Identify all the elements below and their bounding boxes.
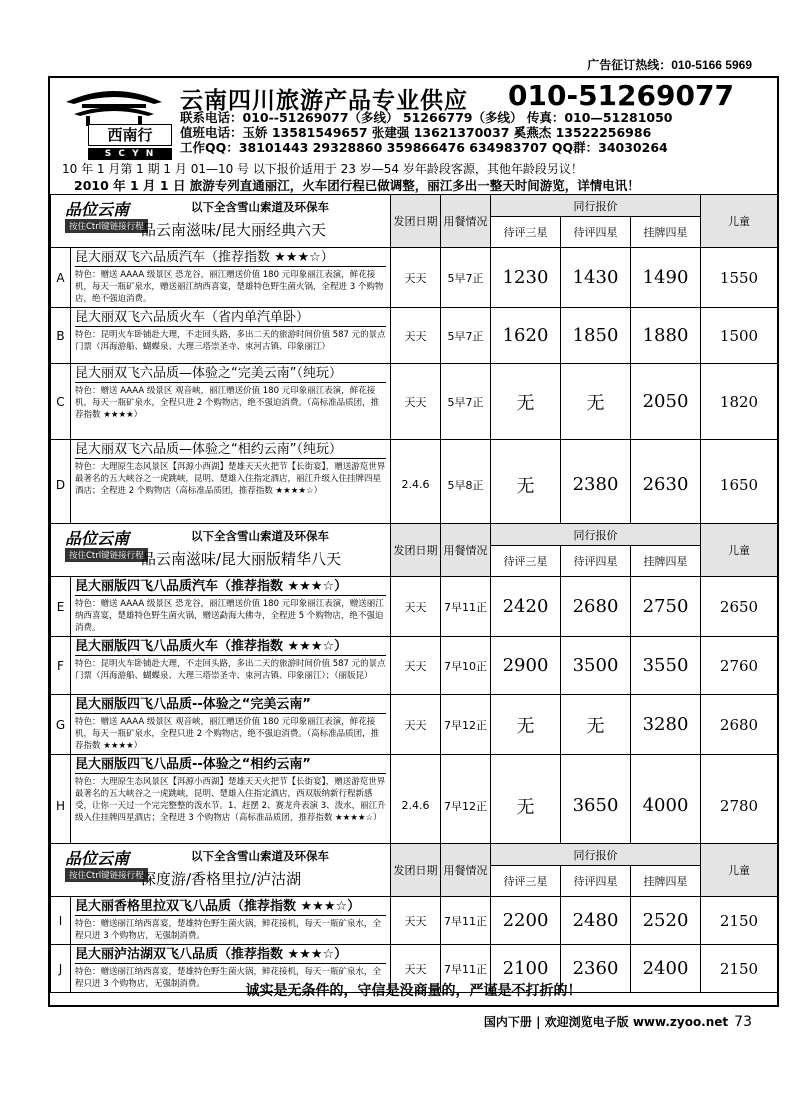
route-note: 特色：昆明火车卧铺赴大理，不走回头路，多出二天的旅游时间价值 587 元的景点门票（洱海游船、蝴蝶泉、大理三塔崇圣寺、束河古镇、印象丽江） bbox=[75, 330, 386, 352]
depart-days: 天天 bbox=[391, 695, 441, 755]
price-star3: 2420 bbox=[491, 577, 561, 637]
route-description bbox=[71, 695, 391, 755]
price-child: 2150 bbox=[701, 897, 778, 945]
star4-header: 待评四星 bbox=[561, 866, 631, 897]
logo-name: 西南行 bbox=[88, 124, 172, 146]
route-description bbox=[71, 364, 391, 440]
table-row bbox=[51, 308, 778, 364]
table-row bbox=[51, 637, 778, 695]
route-table-six-day bbox=[50, 194, 778, 530]
price-child: 2760 bbox=[701, 637, 778, 695]
price-star3: 无 bbox=[491, 755, 561, 857]
price-star4: 2380 bbox=[561, 440, 631, 530]
route-letter: F bbox=[51, 637, 71, 695]
section-brand bbox=[51, 195, 391, 248]
route-letter: C bbox=[51, 364, 71, 440]
price-child: 2650 bbox=[701, 577, 778, 637]
depart-header: 发团日期 bbox=[391, 195, 441, 248]
star4-header: 待评四星 bbox=[561, 546, 631, 577]
route-description bbox=[71, 755, 391, 857]
route-table-eight-day bbox=[50, 523, 778, 857]
brand-name: 品位云南 bbox=[65, 200, 130, 219]
route-note: 特色：赠送 AAAA 级景区 恐龙谷，丽江赠送价值 180 元印象丽江表演，赠送丽江纳西喜宴，楚雄特色野生菌火锅，赠送勐海大佛寺，全程进 5 个购物店，绝不强迫消费。 bbox=[75, 599, 384, 633]
route-note: 特色：赠送 AAAA 级景区 观音峡，丽江赠送价值 180 元印象丽江表演，鲜花接机，每天一瓶矿泉水，全程只进 2 个购物店，绝不强迫消费。（高标准品质团，推荐指数 ★★★★） bbox=[75, 386, 380, 420]
ad-hotline: 广告征订热线：010-5166 5969 bbox=[587, 58, 752, 72]
price-star4: 2360 bbox=[561, 945, 631, 993]
meal-info: 7早10正 bbox=[441, 637, 491, 695]
route-description bbox=[71, 248, 391, 308]
company-logo bbox=[64, 84, 164, 159]
route-note: 特色：大理原生态风景区【洱源小西湖】楚雄天天火把节【长街宴】，赠送游览世界最著名的五大峡谷之一虎跳峡，昆明、楚雄入住指定酒店，丽江升级入住挂牌四星酒店；全程进 2 个购物店（高标准品质团，推荐指数 ★★★★☆） bbox=[75, 462, 386, 496]
table-row bbox=[51, 755, 778, 857]
star4-header: 待评四星 bbox=[561, 217, 631, 248]
depart-days: 天天 bbox=[391, 248, 441, 308]
depart-days: 天天 bbox=[391, 897, 441, 945]
route-group-title: 品云南滋味/昆大丽版精华八天 bbox=[141, 550, 342, 568]
price-star3: 1230 bbox=[491, 248, 561, 308]
main-phone: 010-51269077 bbox=[508, 79, 734, 112]
route-title[interactable]: 昆大丽双飞六品质火车（省内单汽单卧） bbox=[75, 310, 386, 327]
route-table-deep-tour bbox=[50, 843, 778, 993]
meal-info: 7早12正 bbox=[441, 695, 491, 755]
price-star4: 2480 bbox=[561, 897, 631, 945]
meal-info: 5早7正 bbox=[441, 308, 491, 364]
route-letter: A bbox=[51, 248, 71, 308]
hang4-header: 挂牌四星 bbox=[631, 546, 701, 577]
meal-header: 用餐情况 bbox=[441, 524, 491, 577]
ctrl-link-hint[interactable]: 按住Ctrl键链接行程 bbox=[65, 219, 148, 233]
price-hang4: 1880 bbox=[631, 308, 701, 364]
price-hang4: 2630 bbox=[631, 440, 701, 530]
slogan: 诚实是无条件的，守信是没商量的，严谨是不打折的！ bbox=[245, 983, 582, 999]
route-letter: B bbox=[51, 308, 71, 364]
table-row bbox=[51, 695, 778, 755]
child-header: 儿童 bbox=[701, 524, 778, 577]
ctrl-link-hint[interactable]: 按住Ctrl键链接行程 bbox=[65, 868, 148, 882]
table-row bbox=[51, 577, 778, 637]
route-group-title: 品云南滋味/昆大丽经典六天 bbox=[141, 221, 327, 239]
depart-days: 2.4.6 bbox=[391, 440, 441, 530]
price-child: 1500 bbox=[701, 308, 778, 364]
meal-header: 用餐情况 bbox=[441, 844, 491, 897]
route-description bbox=[71, 308, 391, 364]
meal-info: 7早11正 bbox=[441, 945, 491, 993]
page-header bbox=[50, 78, 777, 178]
route-description bbox=[71, 440, 391, 530]
price-star4: 3500 bbox=[561, 637, 631, 695]
price-hang4: 3550 bbox=[631, 637, 701, 695]
route-description bbox=[71, 577, 391, 637]
price-star4: 无 bbox=[561, 695, 631, 755]
meal-info: 5早8正 bbox=[441, 440, 491, 530]
price-star4: 3650 bbox=[561, 755, 631, 857]
price-hang4: 2050 bbox=[631, 364, 701, 440]
route-letter: H bbox=[51, 755, 71, 857]
table-row bbox=[51, 364, 778, 440]
route-letter: D bbox=[51, 440, 71, 530]
route-letter: E bbox=[51, 577, 71, 637]
depart-days: 天天 bbox=[391, 308, 441, 364]
peer-price-header: 同行报价 bbox=[491, 844, 701, 866]
meal-info: 7早12正 bbox=[441, 755, 491, 857]
star3-header: 待评三星 bbox=[491, 866, 561, 897]
table-row bbox=[51, 897, 778, 945]
price-hang4: 2400 bbox=[631, 945, 701, 993]
page-number: 73 bbox=[734, 1014, 752, 1030]
price-hang4: 3280 bbox=[631, 695, 701, 755]
route-title[interactable]: 昆大丽香格里拉双飞八品质（推荐指数 ★★★☆） bbox=[75, 899, 386, 916]
company-title: 云南四川旅游产品专业供应 bbox=[180, 87, 468, 114]
section-subtitle: 以下全含雪山索道及环保车 bbox=[191, 529, 329, 543]
peer-price-header: 同行报价 bbox=[491, 195, 701, 217]
price-hang4: 4000 bbox=[631, 755, 701, 857]
price-hang4: 2520 bbox=[631, 897, 701, 945]
meal-info: 5早7正 bbox=[441, 364, 491, 440]
table-row bbox=[51, 248, 778, 308]
child-header: 儿童 bbox=[701, 844, 778, 897]
hang4-header: 挂牌四星 bbox=[631, 217, 701, 248]
qq-line: 工作QQ：38101443 29328860 359866476 634983707 QQ群：34030264 bbox=[180, 140, 668, 155]
price-star3: 无 bbox=[491, 440, 561, 530]
depart-days: 天天 bbox=[391, 945, 441, 993]
depart-header: 发团日期 bbox=[391, 844, 441, 897]
star3-header: 待评三星 bbox=[491, 546, 561, 577]
price-child: 1550 bbox=[701, 248, 778, 308]
price-child: 2780 bbox=[701, 755, 778, 857]
brand-name: 品位云南 bbox=[65, 849, 130, 868]
route-title[interactable]: 昆大丽双飞六品质—体验之“完美云南”（纯玩） bbox=[75, 366, 386, 383]
brand-name: 品位云南 bbox=[65, 529, 130, 548]
price-star3: 1620 bbox=[491, 308, 561, 364]
duty-line: 值班电话：玉娇 13581549657 张建强 13621370037 奚燕杰 13522256986 bbox=[180, 125, 652, 140]
issue-notice: 10 年 1 月第 1 期 1 月 01—10 号 以下报价适用于 23 岁—54 岁年龄段客源，其他年龄段另议！ bbox=[62, 162, 583, 176]
route-title[interactable]: 昆大丽双飞六品质汽车（推荐指数 ★★★☆） bbox=[75, 250, 386, 267]
section-subtitle: 以下全含雪山索道及环保车 bbox=[191, 849, 329, 863]
depart-days: 天天 bbox=[391, 364, 441, 440]
meal-info: 5早7正 bbox=[441, 248, 491, 308]
price-child: 1650 bbox=[701, 440, 778, 530]
train-notice: 2010 年 1 月 1 日 旅游专列直通丽江，火车团行程已做调整，丽江多出一整天时间游览，详情电讯！ bbox=[74, 178, 640, 193]
route-title[interactable]: 昆大丽版四飞八品质--体验之“完美云南” bbox=[75, 697, 386, 714]
meal-info: 7早11正 bbox=[441, 897, 491, 945]
price-star3: 无 bbox=[491, 364, 561, 440]
price-star4: 2680 bbox=[561, 577, 631, 637]
footer-text: 国内下册 | 欢迎浏览电子版 www.zyoo.net bbox=[483, 1015, 729, 1029]
section-subtitle: 以下全含雪山索道及环保车 bbox=[191, 200, 329, 214]
price-child: 2150 bbox=[701, 945, 778, 993]
route-group-title: 深度游/香格里拉/泸沽湖 bbox=[141, 870, 302, 888]
price-child: 2680 bbox=[701, 695, 778, 755]
price-star3: 2900 bbox=[491, 637, 561, 695]
route-title[interactable]: 昆大丽双飞六品质—体验之“相约云南”（纯玩） bbox=[75, 442, 386, 459]
table-row bbox=[51, 440, 778, 530]
route-note: 特色：昆明火车卧铺赴大理，不走回头路，多出二天的旅游时间价值 587 元的景点门票（洱海游船、蝴蝶泉、大理三塔崇圣寺、束河古镇、印象丽江）；（丽版昆） bbox=[75, 659, 386, 681]
route-note: 特色：大理原生态风景区【洱源小西湖】楚雄天天火把节【长街宴】，赠送游览世界最著名的五大峡谷之一虎跳峡，昆明、楚雄入住指定酒店，西双版纳新行程新感受，让你一天过一个完完整整的泼水节。1、赶摆 2、赛龙舟表演 3、泼水，丽江升级入住挂牌四星酒店；全程进 3 个购物店（高标准品质团，推荐指数 ★★★★☆） bbox=[75, 777, 386, 823]
depart-header: 发团日期 bbox=[391, 524, 441, 577]
route-note: 特色：赠送 AAAA 级景区 观音峡，丽江赠送价值 180 元印象丽江表演，鲜花接机，每天一瓶矿泉水，全程只进 2 个购物店，绝不强迫消费。（高标准品质团，推荐指数 ★★★★） bbox=[75, 717, 380, 751]
route-description bbox=[71, 897, 391, 945]
child-header: 儿童 bbox=[701, 195, 778, 248]
route-note: 特色：赠送丽江纳西喜宴，楚雄特色野生菌火锅，鲜花接机，每天一瓶矿泉水，全程只进 3 个购物店，无强制消费。 bbox=[75, 967, 382, 989]
route-letter: J bbox=[51, 945, 71, 993]
price-star4: 无 bbox=[561, 364, 631, 440]
route-letter: G bbox=[51, 695, 71, 755]
route-letter: I bbox=[51, 897, 71, 945]
route-note: 特色：赠送丽江纳西喜宴，楚雄特色野生菌火锅，鲜花接机，每天一瓶矿泉水，全程只进 3 个购物店，无强制消费。 bbox=[75, 919, 382, 941]
route-description bbox=[71, 637, 391, 695]
price-star4: 1850 bbox=[561, 308, 631, 364]
depart-days: 2.4.6 bbox=[391, 755, 441, 857]
price-child: 1820 bbox=[701, 364, 778, 440]
depart-days: 天天 bbox=[391, 637, 441, 695]
page-footer bbox=[484, 1013, 752, 1030]
route-title[interactable]: 昆大丽版四飞八品质--体验之“相约云南” bbox=[75, 757, 386, 774]
route-title[interactable]: 昆大丽泸沽湖双飞八品质（推荐指数 ★★★☆） bbox=[75, 947, 386, 964]
section-brand bbox=[51, 844, 391, 897]
route-title[interactable]: 昆大丽版四飞八品质火车（推荐指数 ★★★☆） bbox=[75, 639, 386, 656]
star3-header: 待评三星 bbox=[491, 217, 561, 248]
price-hang4: 2750 bbox=[631, 577, 701, 637]
depart-days: 天天 bbox=[391, 577, 441, 637]
route-title[interactable]: 昆大丽版四飞八品质汽车（推荐指数 ★★★☆） bbox=[75, 579, 386, 596]
peer-price-header: 同行报价 bbox=[491, 524, 701, 546]
section-brand bbox=[51, 524, 391, 577]
price-star3: 2100 bbox=[491, 945, 561, 993]
contact-line: 联系电话：010--51269077（多线） 51266779（多线） 传真：010—51281050 bbox=[180, 110, 673, 125]
hang4-header: 挂牌四星 bbox=[631, 866, 701, 897]
price-star3: 无 bbox=[491, 695, 561, 755]
meal-header: 用餐情况 bbox=[441, 195, 491, 248]
price-star4: 1430 bbox=[561, 248, 631, 308]
meal-info: 7早11正 bbox=[441, 577, 491, 637]
page-frame bbox=[48, 76, 779, 1007]
price-star3: 2200 bbox=[491, 897, 561, 945]
logo-english: S C Y N bbox=[88, 148, 172, 160]
ctrl-link-hint[interactable]: 按住Ctrl键链接行程 bbox=[65, 548, 148, 562]
pagoda-roof-icon bbox=[64, 84, 164, 128]
price-hang4: 1490 bbox=[631, 248, 701, 308]
route-note: 特色：赠送 AAAA 级景区 恐龙谷，丽江赠送价值 180 元印象丽江表演，鲜花接机，每天一瓶矿泉水，赠送丽江纳西喜宴，楚雄特色野生菌火锅，全程进 3 个购物店，绝不强迫消费。 bbox=[75, 270, 384, 304]
